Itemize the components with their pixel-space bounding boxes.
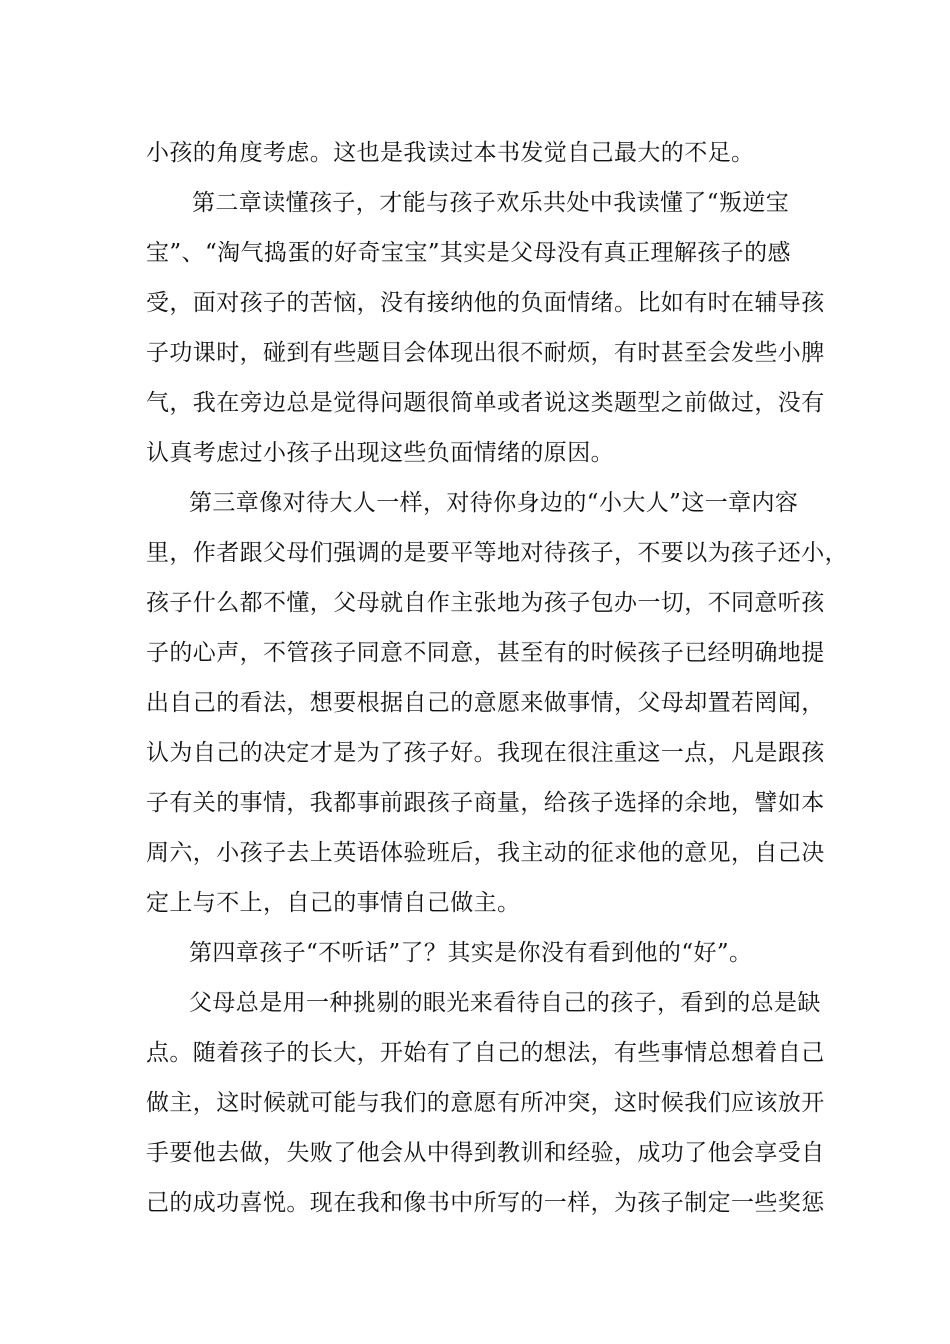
text-line: 认真考虑过小孩子出现这些负面情绪的原因。 [146, 440, 614, 466]
text-line: 手要他去做，失败了他会从中得到教训和经验，成功了他会享受自 [146, 1140, 825, 1166]
paragraph-start-chapter-2: 第二章读懂孩子，才能与孩子欢乐共处中我读懂了“叛逆宝 [192, 190, 790, 216]
text-line: 子功课时，碰到有些题目会体现出很不耐烦，有时甚至会发些小脾 [146, 340, 825, 366]
text-line: 点。随着孩子的长大，开始有了自己的想法，有些事情总想着自己 [146, 1040, 825, 1066]
text-line: 孩子什么都不懂，父母就自作主张地为孩子包办一切，不同意听孩 [146, 590, 825, 616]
text-line: 子的心声，不管孩子同意不同意，甚至有的时候孩子已经明确地提 [146, 640, 825, 666]
text-line: 定上与不上，自己的事情自己做主。 [146, 890, 521, 916]
text-line: 认为自己的决定才是为了孩子好。我现在很注重这一点，凡是跟孩 [146, 740, 825, 766]
text-line: 出自己的看法，想要根据自己的意愿来做事情，父母却置若罔闻， [146, 690, 825, 716]
text-line: 宝”、“淘气捣蛋的好奇宝宝”其实是父母没有真正理解孩子的感 [146, 240, 791, 266]
paragraph-start-chapter-3: 第三章像对待大人一样，对待你身边的“小大人”这一章内容 [189, 490, 799, 516]
text-line: 受，面对孩子的苦恼，没有接纳他的负面情绪。比如有时在辅导孩 [146, 290, 825, 316]
text-line: 做主，这时候就可能与我们的意愿有所冲突，这时候我们应该放开 [146, 1090, 825, 1116]
text-line: 小孩的角度考虑。这也是我读过本书发觉自己最大的不足。 [146, 140, 755, 166]
paragraph-start-chapter-4: 第四章孩子“不听话”了？其实是你没有看到他的“好”。 [189, 940, 753, 966]
text-line: 周六，小孩子去上英语体验班后，我主动的征求他的意见，自己决 [146, 840, 825, 866]
text-line: 气，我在旁边总是觉得问题很简单或者说这类题型之前做过，没有 [146, 390, 825, 416]
text-line: 子有关的事情，我都事前跟孩子商量，给孩子选择的余地，譬如本 [146, 790, 825, 816]
text-line: 里，作者跟父母们强调的是要平等地对待孩子，不要以为孩子还小， [146, 540, 848, 566]
paragraph-start: 父母总是用一种挑剔的眼光来看待自己的孩子，看到的总是缺 [189, 990, 821, 1016]
text-line: 己的成功喜悦。现在我和像书中所写的一样，为孩子制定一些奖惩 [146, 1190, 825, 1216]
